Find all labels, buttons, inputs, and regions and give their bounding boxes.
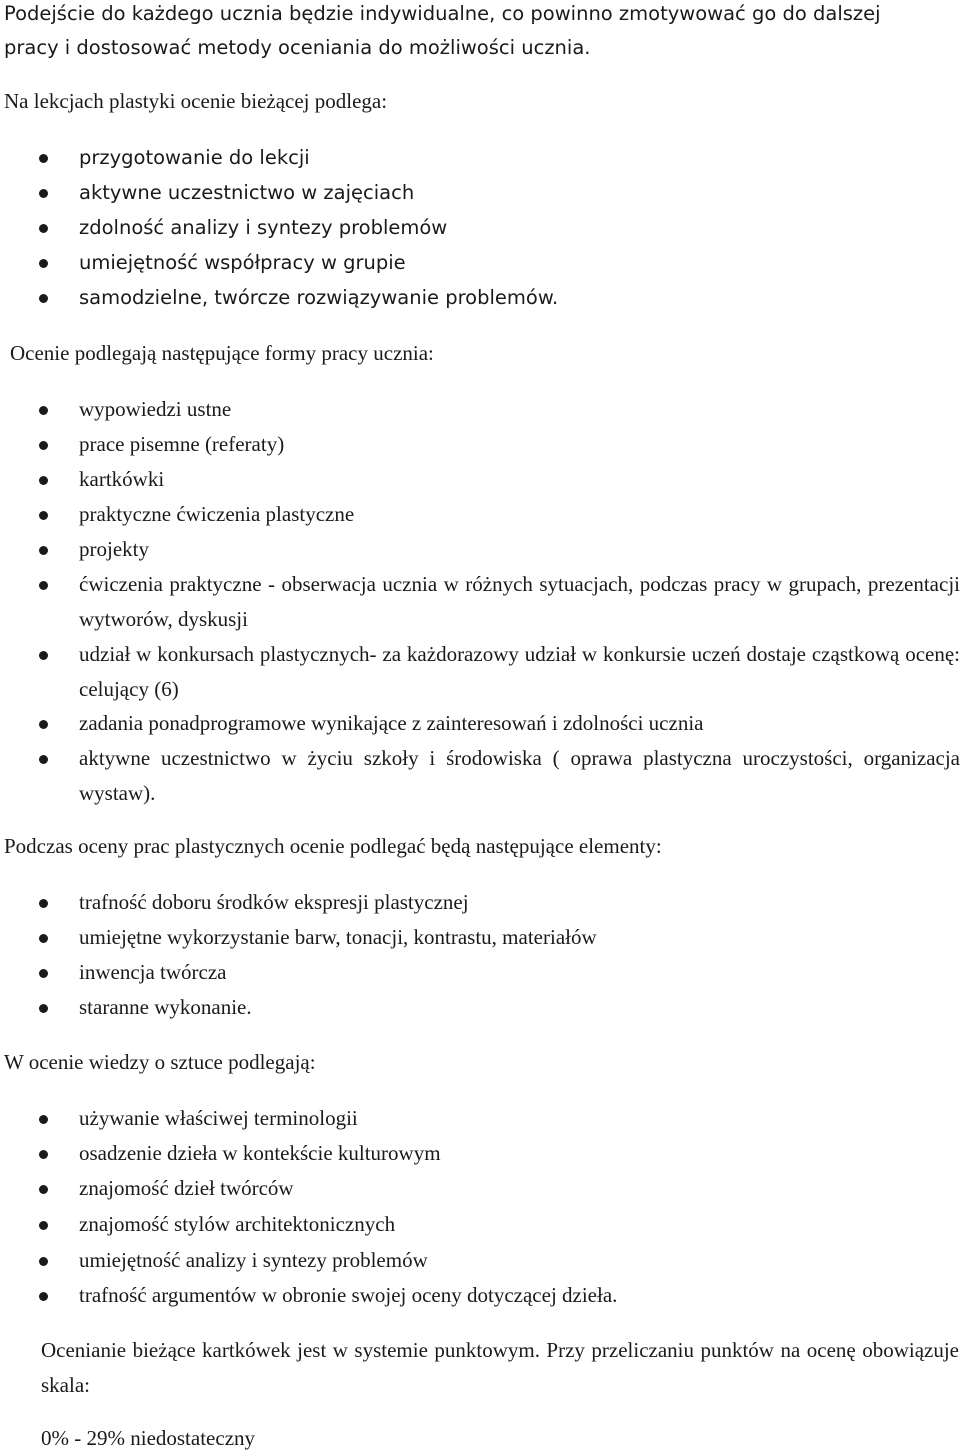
grading-scale-line: 0% - 29% niedostateczny [41, 1426, 256, 1450]
list-item [0, 462, 960, 497]
bullet-icon [39, 154, 48, 163]
list-item [0, 210, 960, 245]
bullet-icon [39, 441, 48, 450]
bullet-icon [39, 1292, 48, 1301]
closing-paragraph: Ocenianie bieżące kartkówek jest w systemie punktowym. Przy przeliczaniu punktów na ocenę obowiązuje skala: [41, 1338, 959, 1397]
bullet-icon [39, 1115, 48, 1124]
list-item-text: wypowiedzi ustne [79, 397, 232, 421]
bullet-icon [39, 511, 48, 520]
list-item-text: umiejętność analizy i syntezy problemów [79, 1248, 428, 1272]
list-item [0, 955, 960, 990]
list-item [0, 427, 960, 462]
bullet-icon [39, 476, 48, 485]
intro-line-1: Podejście do każdego ucznia będzie indywidualne, co powinno zmotywować go do dalszej [4, 2, 881, 25]
bullet-icon [39, 1221, 48, 1230]
list-item [0, 1136, 960, 1171]
list-item [0, 706, 960, 741]
section4-heading: W ocenie wiedzy o sztuce podlegają: [4, 1050, 316, 1074]
list-item-text: samodzielne, twórcze rozwiązywanie problemów. [79, 286, 559, 309]
bullet-icon [39, 899, 48, 908]
list-item [0, 1243, 960, 1278]
bullet-icon [39, 720, 48, 729]
section1-heading: Na lekcjach plastyki ocenie bieżącej podlega: [4, 89, 388, 113]
bullet-icon [39, 189, 48, 198]
list-item-text: praktyczne ćwiczenia plastyczne [79, 502, 355, 526]
list-item-text: projekty [79, 537, 149, 561]
list-item [0, 1101, 960, 1136]
list-item-text: umiejętne wykorzystanie barw, tonacji, kontrastu, materiałów [79, 925, 597, 949]
list-item [0, 885, 960, 920]
list-item-text: umiejętność współpracy w grupie [79, 251, 406, 274]
list-item-text: kartkówki [79, 467, 165, 491]
list-item-text: inwencja twórcza [79, 960, 227, 984]
list-item [0, 280, 960, 315]
list-item [0, 175, 960, 210]
bullet-icon [39, 1004, 48, 1013]
list-item-text: trafność doboru środków ekspresji plastycznej [79, 890, 469, 914]
list-item [0, 990, 960, 1025]
list-item-text: znajomość dzieł twórców [79, 1176, 294, 1200]
list-item-text: staranne wykonanie. [79, 995, 252, 1019]
list-item [0, 920, 960, 955]
bullet-icon [39, 406, 48, 415]
list-item-text: znajomość stylów architektonicznych [79, 1212, 396, 1236]
list-item-text: zadania ponadprogramowe wynikające z zainteresowań i zdolności ucznia [79, 711, 704, 735]
bullet-icon [39, 581, 48, 590]
list-item-text: prace pisemne (referaty) [79, 432, 285, 456]
bullet-icon [39, 259, 48, 268]
intro-line-2: pracy i dostosować metody oceniania do możliwości ucznia. [4, 36, 591, 59]
list-item-text: ćwiczenia praktyczne - obserwacja ucznia w różnych sytuacjach, podczas pracy w grupach, prezentacji wytworów, dyskusji [79, 572, 960, 631]
list-item-text: aktywne uczestnictwo w życiu szkoły i środowiska ( oprawa plastyczna uroczystości, organizacja wystaw). [79, 746, 960, 805]
list-item [0, 1207, 960, 1242]
section3-heading: Podczas oceny prac plastycznych ocenie podlegać będą następujące elementy: [4, 834, 662, 858]
bullet-icon [39, 224, 48, 233]
list-item-text: udział w konkursach plastycznych- za każdorazowy udział w konkursie uczeń dostaje cząstkową ocenę: celujący (6) [79, 642, 960, 701]
list-item-text: trafność argumentów w obronie swojej oceny dotyczącej dzieła. [79, 1283, 618, 1307]
bullet-icon [39, 969, 48, 978]
bullet-icon [39, 294, 48, 303]
list-item [0, 497, 960, 532]
list-item [0, 245, 960, 280]
bullet-icon [39, 1185, 48, 1194]
bullet-icon [39, 651, 48, 660]
list-item [0, 532, 960, 567]
list-item-text: przygotowanie do lekcji [79, 146, 310, 169]
list-item [0, 567, 960, 637]
bullet-icon [39, 755, 48, 764]
list-item [0, 637, 960, 707]
list-item [0, 392, 960, 427]
bullet-icon [39, 1257, 48, 1266]
bullet-icon [39, 934, 48, 943]
list-item [0, 1278, 960, 1313]
list-item [0, 741, 960, 811]
list-item [0, 1171, 960, 1206]
list-item-text: aktywne uczestnictwo w zajęciach [79, 181, 415, 204]
list-item [0, 140, 960, 175]
section2-heading: Ocenie podlegają następujące formy pracy ucznia: [10, 341, 434, 365]
bullet-icon [39, 1150, 48, 1159]
list-item-text: osadzenie dzieła w kontekście kulturowym [79, 1141, 441, 1165]
bullet-icon [39, 546, 48, 555]
list-item-text: używanie właściwej terminologii [79, 1106, 358, 1130]
list-item-text: zdolność analizy i syntezy problemów [79, 216, 448, 239]
